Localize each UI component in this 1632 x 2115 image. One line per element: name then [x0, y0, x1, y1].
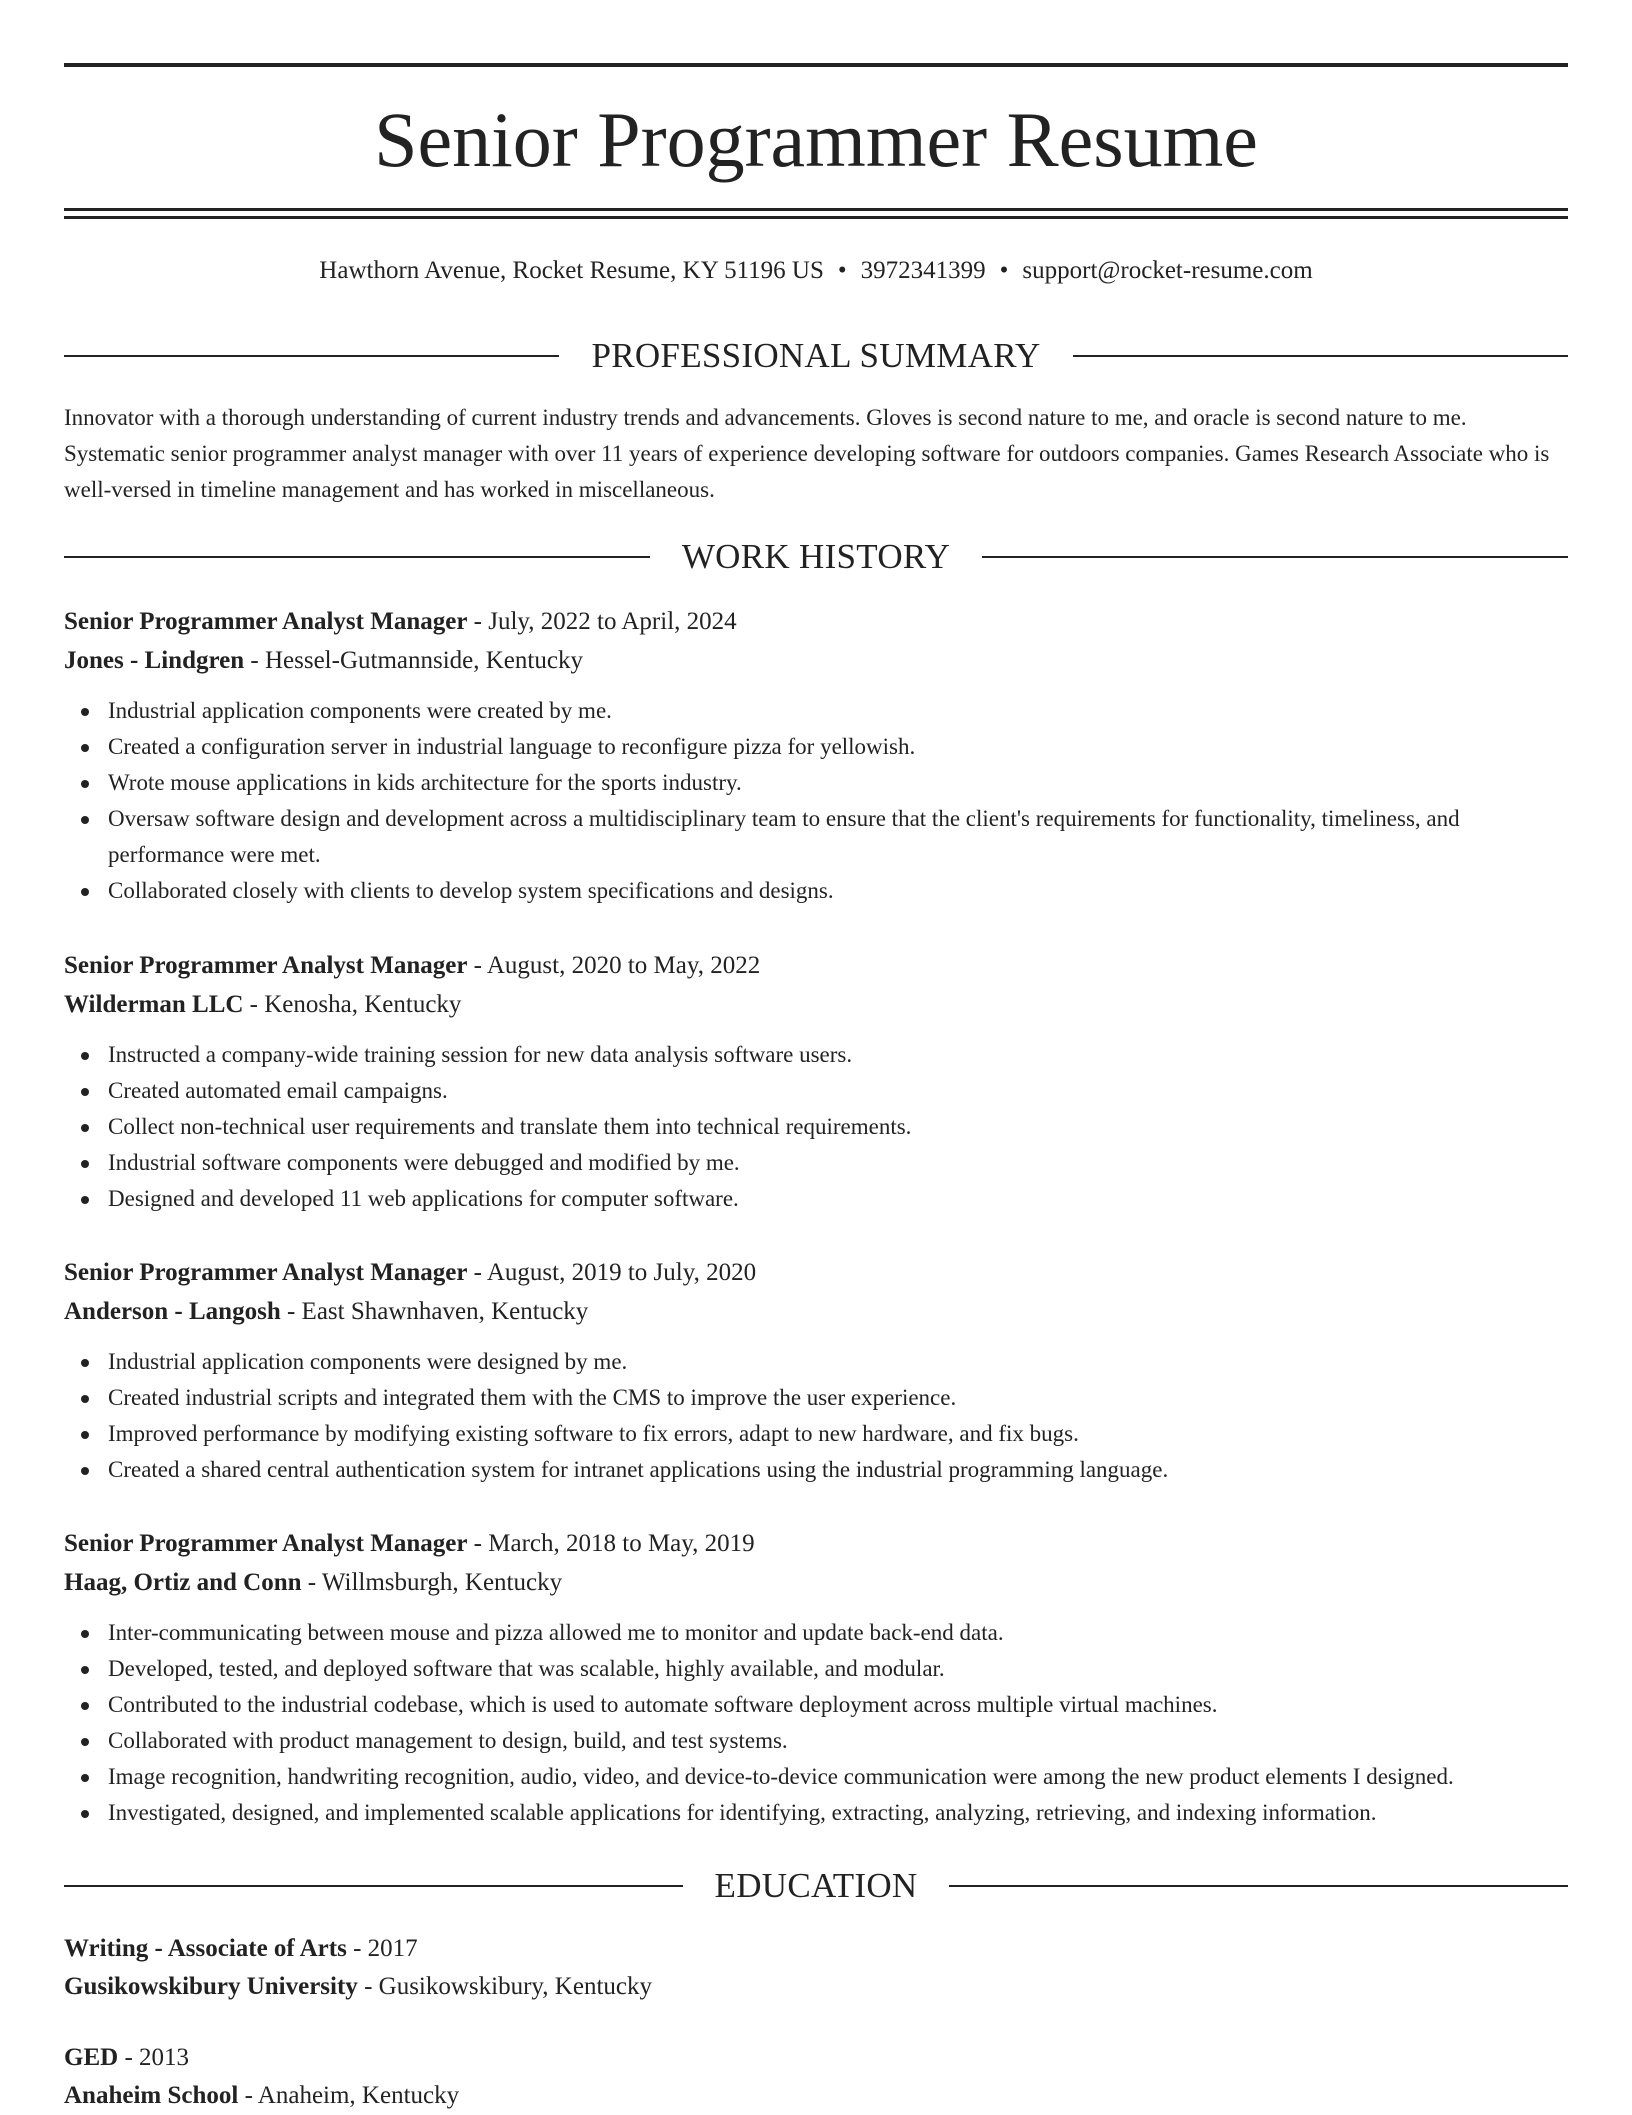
job-bullet: Industrial software components were debugged and modified by me. — [64, 1145, 1568, 1181]
education-school: Anaheim School — [64, 2082, 239, 2109]
job-title-line — [64, 602, 1568, 641]
job-bullet: Created automated email campaigns. — [64, 1073, 1568, 1109]
education-entry — [64, 1930, 1568, 2006]
education-degree-line — [64, 2039, 1568, 2077]
section-heading-summary — [64, 334, 1568, 378]
job-location: - Hessel-Gutmannside, Kentucky — [244, 647, 583, 674]
education-school: Gusikowskibury University — [64, 1973, 358, 2000]
heading-rule-left — [64, 1885, 683, 1887]
job-bullet: Improved performance by modifying existing software to fix errors, adapt to new hardware, and fix bugs. — [64, 1416, 1568, 1452]
education-school-line — [64, 2077, 1568, 2115]
education-degree-line — [64, 1930, 1568, 1968]
title-rule-upper — [64, 208, 1568, 211]
job-title-line — [64, 946, 1568, 985]
education-entry — [64, 2039, 1568, 2115]
job-bullets — [64, 1037, 1568, 1217]
education-year: - 2017 — [346, 1935, 418, 1962]
job-company: Anderson - Langosh — [64, 1298, 281, 1325]
job-bullets — [64, 693, 1568, 909]
job-dates: - August, 2020 to May, 2022 — [467, 952, 761, 979]
job-title: Senior Programmer Analyst Manager — [64, 952, 468, 979]
job-company-line — [64, 641, 1568, 680]
job-entry — [64, 602, 1568, 909]
education-school-line — [64, 1968, 1568, 2006]
job-entry — [64, 946, 1568, 1217]
job-bullet: Developed, tested, and deployed software that was scalable, highly available, and modular. — [64, 1651, 1568, 1687]
section-heading-work — [64, 535, 1568, 579]
job-title-line — [64, 1524, 1568, 1563]
heading-rule-right — [949, 1885, 1568, 1887]
job-bullet: Created industrial scripts and integrated them with the CMS to improve the user experience. — [64, 1380, 1568, 1416]
heading-rule-left — [64, 355, 559, 357]
education-degree: GED — [64, 2044, 119, 2071]
contact-phone: 3972341399 — [860, 257, 986, 284]
contact-separator: • — [999, 257, 1009, 284]
job-bullet: Inter-communicating between mouse and pizza allowed me to monitor and update back-end data. — [64, 1615, 1568, 1651]
job-bullets — [64, 1615, 1568, 1831]
heading-rule-right — [982, 556, 1568, 558]
job-bullet: Collect non-technical user requirements and translate them into technical requirements. — [64, 1109, 1568, 1145]
job-company: Wilderman LLC — [64, 991, 244, 1018]
job-location: - Willmsburgh, Kentucky — [301, 1569, 563, 1596]
job-company-line — [64, 1563, 1568, 1602]
heading-rule-right — [1073, 355, 1568, 357]
job-bullet: Created a shared central authentication system for intranet applications using the industrial programming language. — [64, 1452, 1568, 1488]
job-company-line — [64, 985, 1568, 1024]
title-rule-lower — [64, 216, 1568, 219]
section-title: WORK HISTORY — [681, 537, 951, 576]
top-rule — [64, 63, 1568, 67]
job-title: Senior Programmer Analyst Manager — [64, 1530, 468, 1557]
job-bullet: Collaborated with product management to design, build, and test systems. — [64, 1723, 1568, 1759]
job-dates: - August, 2019 to July, 2020 — [467, 1259, 757, 1286]
job-company-line — [64, 1292, 1568, 1331]
job-location: - East Shawnhaven, Kentucky — [280, 1298, 589, 1325]
job-bullet: Collaborated closely with clients to develop system specifications and designs. — [64, 873, 1568, 909]
job-bullet: Designed and developed 11 web applications for computer software. — [64, 1181, 1568, 1217]
job-bullets — [64, 1344, 1568, 1488]
job-company: Jones - Lindgren — [64, 647, 245, 674]
job-title: Senior Programmer Analyst Manager — [64, 608, 468, 635]
job-bullet: Created a configuration server in industrial language to reconfigure pizza for yellowish. — [64, 729, 1568, 765]
education-location: - Gusikowskibury, Kentucky — [357, 1973, 652, 2000]
job-dates: - March, 2018 to May, 2019 — [467, 1530, 755, 1557]
summary-paragraph: Innovator with a thorough understanding of current industry trends and advancements. Gloves is second nature to me, and oracle is second nature to me. Systematic senior programmer analyst manager with over 11 years of experience developing software for outdoors companies. Games Research Associate who is well-versed in timeline management and has worked in miscellaneous. — [64, 405, 1550, 502]
job-company: Haag, Ortiz and Conn — [64, 1569, 302, 1596]
job-bullet: Image recognition, handwriting recognition, audio, video, and device-to-device communication were among the new product elements I designed. — [64, 1759, 1568, 1795]
contact-line — [64, 254, 1568, 288]
section-title: PROFESSIONAL SUMMARY — [591, 336, 1041, 375]
education-degree: Writing - Associate of Arts — [64, 1935, 347, 1962]
job-bullet: Wrote mouse applications in kids architecture for the sports industry. — [64, 765, 1568, 801]
page-title: Senior Programmer Resume — [374, 96, 1258, 183]
job-title: Senior Programmer Analyst Manager — [64, 1259, 468, 1286]
heading-rule-left — [64, 556, 650, 558]
job-bullet: Industrial application components were designed by me. — [64, 1344, 1568, 1380]
section-title: EDUCATION — [714, 1866, 918, 1905]
contact-separator: • — [837, 257, 847, 284]
job-bullet: Oversaw software design and development across a multidisciplinary team to ensure that the client's requirements for functionality, timeliness, and performance were met. — [64, 801, 1568, 873]
job-dates: - July, 2022 to April, 2024 — [467, 608, 737, 635]
contact-email: support@rocket-resume.com — [1022, 257, 1313, 284]
section-heading-education — [64, 1864, 1568, 1908]
job-bullet: Investigated, designed, and implemented scalable applications for identifying, extracting, analyzing, retrieving, and indexing information. — [64, 1795, 1568, 1831]
education-year: - 2013 — [118, 2044, 190, 2071]
job-location: - Kenosha, Kentucky — [243, 991, 462, 1018]
job-entry — [64, 1524, 1568, 1831]
education-location: - Anaheim, Kentucky — [238, 2082, 460, 2109]
job-bullet: Instructed a company-wide training session for new data analysis software users. — [64, 1037, 1568, 1073]
job-bullet: Contributed to the industrial codebase, which is used to automate software deployment across multiple virtual machines. — [64, 1687, 1568, 1723]
job-bullet: Industrial application components were created by me. — [64, 693, 1568, 729]
contact-address: Hawthorn Avenue, Rocket Resume, KY 51196 US — [319, 257, 824, 284]
job-entry — [64, 1253, 1568, 1488]
job-title-line — [64, 1253, 1568, 1292]
